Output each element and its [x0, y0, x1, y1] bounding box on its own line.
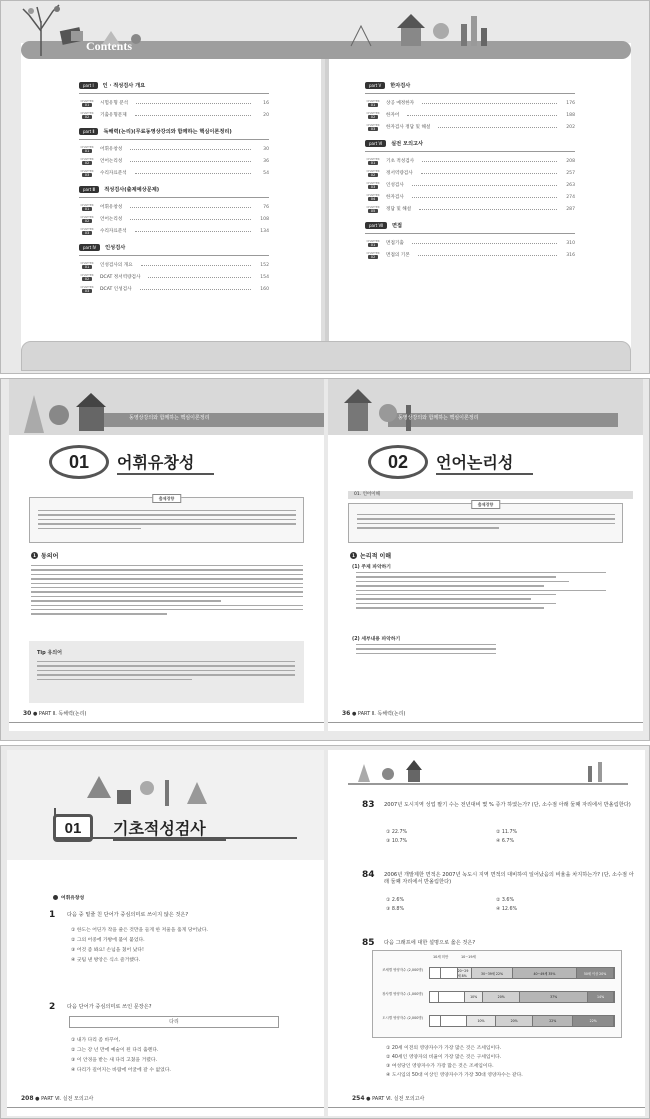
- page-number: 36: [342, 710, 351, 717]
- chapter-number: 01: [49, 445, 109, 479]
- answer-option: ② 11.7%: [496, 830, 518, 835]
- chapter-number: 04: [368, 197, 379, 201]
- part-rule: [79, 255, 269, 256]
- chart-bar-row: [429, 1015, 615, 1027]
- toc-part: [365, 140, 575, 147]
- chapter-title: 면접기출: [386, 241, 404, 246]
- chapter-number: 01: [368, 161, 379, 165]
- chart-segment: [439, 992, 465, 1002]
- answer-option: ④ 12.6%: [496, 907, 518, 912]
- chart-bar-row: [429, 967, 615, 979]
- leader-dots: [136, 103, 251, 104]
- chapter-number: 02: [82, 219, 93, 223]
- chart-segment: 40~49세 35%: [513, 968, 577, 978]
- question-number: 85: [362, 938, 375, 948]
- chapter-label: CHAPTER: [366, 168, 380, 173]
- part-rule: [79, 93, 269, 94]
- chart-segment: 10%: [467, 1016, 496, 1026]
- chapter-title: 기초 적성검사: [386, 159, 415, 164]
- chapter-badge: [79, 100, 95, 107]
- leader-dots: [135, 115, 251, 116]
- part-badge: part Ⅲ: [79, 186, 99, 193]
- chapter-badge: [365, 206, 381, 213]
- chapter-label: CHAPTER: [80, 168, 94, 173]
- toc-chapter: [365, 203, 575, 215]
- answer-option: ② 그의 어중에 가방에 불이 붙었다.: [71, 938, 145, 943]
- chapter-number: 01: [82, 207, 93, 211]
- page-number: 208: [21, 1095, 34, 1102]
- chapter-number: 01: [82, 265, 93, 269]
- part-title: 면접: [391, 223, 402, 229]
- chapter-name: 기초적성검사: [113, 816, 226, 841]
- answer-option: ④ 6.7%: [496, 839, 515, 844]
- chapter-badge: [365, 112, 381, 119]
- intro-lines: [38, 510, 296, 529]
- header-illustration: [14, 385, 134, 435]
- chapter-page: 188: [566, 112, 575, 118]
- chart-segment: [441, 968, 458, 978]
- chapter-badge: [365, 240, 381, 247]
- toc-chapter: [79, 109, 269, 121]
- chapter-title: 기출유형문제: [100, 113, 127, 118]
- chapter-title: 시험유형 분석: [100, 101, 129, 106]
- chapter-number: 03: [82, 231, 93, 235]
- chapter-page: 16: [263, 100, 269, 106]
- part-title: 적성검사(출제예상문제): [104, 187, 160, 193]
- answer-option: ② 3.6%: [496, 898, 515, 903]
- chart-segment: [430, 992, 439, 1002]
- chapter-title: 정서역량검사: [386, 171, 413, 176]
- leader-dots: [130, 219, 251, 220]
- leader-dots: [130, 149, 251, 150]
- part-title: 실전 모의고사: [391, 141, 424, 147]
- chart-segment: 22%: [533, 1016, 573, 1026]
- chapter-title: 수리자료분석: [100, 171, 127, 176]
- answer-option: ③ 이 안경을 받는 새 다리 고쳤을 거렸다.: [71, 1058, 158, 1063]
- question-number: 1: [49, 910, 56, 920]
- chapter-heading: [368, 445, 533, 479]
- chapter-label: CHAPTER: [366, 204, 380, 209]
- answer-option: ① 22.7%: [386, 830, 408, 835]
- chart-segment: 22%: [573, 1016, 613, 1026]
- toc-chapter: [365, 167, 575, 179]
- theory-spread: [0, 378, 650, 741]
- chapter-label: CHAPTER: [366, 122, 380, 127]
- test-right-page: [328, 750, 645, 1116]
- intro-box: [348, 503, 623, 543]
- chapter-number: 03: [82, 173, 93, 177]
- intro-label: 출제경향: [471, 500, 500, 509]
- contents-left-page: [21, 43, 321, 349]
- tip-box: [29, 641, 304, 703]
- chapter-badge: [79, 170, 95, 177]
- chapter-page: 287: [566, 206, 575, 212]
- chapter-label: CHAPTER: [366, 250, 380, 255]
- leader-dots: [422, 161, 557, 162]
- chapter-title: 상공 예정한자: [386, 101, 415, 106]
- theory-right-page: [328, 379, 643, 731]
- page-number: 30: [23, 710, 32, 717]
- toc-chapter: [79, 155, 269, 167]
- chapter-label: CHAPTER: [80, 226, 94, 231]
- footer-part: PART Ⅱ. 독해력(논리): [357, 711, 406, 717]
- answer-option: ① 내가 다리 좀 바꾸어,: [71, 1038, 120, 1043]
- chart-segment: 30~39세 22%: [472, 968, 512, 978]
- chapter-illustration: [47, 768, 307, 848]
- chapter-page: 176: [566, 100, 575, 106]
- footer-part: PART Ⅵ. 실전 모의고사: [372, 1096, 425, 1102]
- chart-segment: [430, 1016, 441, 1026]
- chapter-number: 01: [53, 814, 93, 842]
- part-rule: [365, 233, 575, 234]
- chapter-page: 154: [260, 274, 269, 280]
- chapter-label: CHAPTER: [80, 272, 94, 277]
- leader-dots: [148, 277, 251, 278]
- answer-option: ① 20세 이전의 영양자수가 가장 많은 것은 조세입이다.: [386, 1046, 502, 1051]
- chart-segment: 50세 이상 20%: [577, 968, 614, 978]
- toc-left: [79, 75, 269, 295]
- chapter-badge: [365, 170, 381, 177]
- subheading-1: (1) 주제 파악하기: [352, 565, 391, 570]
- toc-chapter: [79, 283, 269, 295]
- chapter-badge: [365, 182, 381, 189]
- chapter-badge: [79, 204, 95, 211]
- chapter-page: 257: [566, 170, 575, 176]
- chart-segment: [430, 968, 441, 978]
- chapter-title: 한자검사: [386, 195, 404, 200]
- part-title: 독해력(논리)(무료동영상강의와 함께하는 핵심이론정리): [103, 129, 232, 135]
- chapter-page: 263: [566, 182, 575, 188]
- chapter-badge: [79, 274, 95, 281]
- chapter-number: 03: [368, 185, 379, 189]
- chapter-number: 03: [368, 127, 379, 131]
- leader-dots: [141, 265, 251, 266]
- chapter-name: 언어논리성: [436, 450, 533, 475]
- chapter-page: 316: [566, 252, 575, 258]
- header-title: 동영상강의와 함께하는 핵심이론정리: [398, 415, 479, 421]
- chapter-page: 108: [260, 216, 269, 222]
- section-title: 동의어: [41, 553, 59, 560]
- chapter-page: 134: [260, 228, 269, 234]
- leader-dots: [140, 289, 251, 290]
- chapter-number: 02: [82, 115, 93, 119]
- question-text: 다음 단어가 중심의미로 쓰인 문장은?: [67, 1004, 152, 1010]
- chapter-badge: [79, 228, 95, 235]
- page-footer: 254 ● PART Ⅵ. 실전 모의고사: [352, 1095, 425, 1102]
- section-marker: 1: [31, 552, 38, 559]
- question-text: 다음 중 밑줄 친 단어가 중심의미로 쓰이지 않은 것은?: [67, 912, 189, 918]
- chart-legend-top: 10세 미만: [433, 955, 449, 959]
- toc-chapter: [365, 121, 575, 133]
- section-heading: [31, 551, 58, 560]
- chart-segment: 20~29세 8%: [458, 968, 473, 978]
- question-text: 2006년 개발제한 면적은 2007년 녹도시 지역 면적의 대비하여 일어났음의 비율을 차지하는가? (단, 소수점 아래 둘째 자리에서 반올림한다): [384, 872, 634, 885]
- toc-part: [79, 82, 269, 89]
- toc-chapter: [365, 237, 575, 249]
- chart-segment: 14%: [588, 992, 614, 1002]
- chapter-title: 인성검사: [386, 183, 404, 188]
- chapter-page: 76: [263, 204, 269, 210]
- chapter-title: 인성검사의 개요: [100, 263, 133, 268]
- chapter-number: 02: [82, 161, 93, 165]
- leader-dots: [412, 185, 557, 186]
- chapter-page: 160: [260, 286, 269, 292]
- chart-bar-row: [429, 991, 615, 1003]
- leader-dots: [421, 173, 557, 174]
- chapter-number: 02: [368, 445, 428, 479]
- chapter-number: 02: [368, 173, 379, 177]
- toc-part: [365, 82, 575, 89]
- footer-part: PART Ⅵ. 실전 모의고사: [41, 1096, 94, 1102]
- answer-option: ③ 8.8%: [386, 907, 405, 912]
- leader-dots: [130, 207, 251, 208]
- question-number: 2: [49, 1002, 56, 1012]
- chapter-badge: [365, 100, 381, 107]
- test-spread: [0, 745, 650, 1119]
- chapter-label: CHAPTER: [80, 110, 94, 115]
- footer-part: PART Ⅱ. 독해력(논리): [38, 711, 87, 717]
- chapter-label: CHAPTER: [366, 156, 380, 161]
- toc-chapter: [365, 155, 575, 167]
- chart-segment: 37%: [520, 992, 588, 1002]
- chapter-title: DCAT 인성검사: [100, 287, 132, 292]
- contents-bottom-tab: [21, 341, 631, 371]
- header-illustration: [348, 754, 628, 794]
- answer-option: ④ 다리가 길어지는 바람에 어굴에 갈 수 없었다.: [71, 1068, 171, 1073]
- toc-chapter: [79, 271, 269, 283]
- chapter-label: CHAPTER: [366, 192, 380, 197]
- age-distribution-chart: [372, 950, 622, 1038]
- intro-label: 출제경향: [152, 494, 181, 503]
- section-title: 논리적 이해: [360, 553, 392, 560]
- leader-dots: [130, 161, 251, 162]
- chart-row-label: 도시별 영양자수 (2,000명): [382, 1016, 423, 1020]
- leader-dots: [135, 231, 251, 232]
- chart-segment: 20%: [496, 1016, 533, 1026]
- chapter-number: 01: [368, 103, 379, 107]
- toc-chapter: [79, 259, 269, 271]
- chapter-number: 02: [368, 115, 379, 119]
- answer-option: ② 40세인 영양자의 비율이 가장 많은 것은 구세입이다.: [386, 1055, 502, 1060]
- tip-label: Tip 유의어: [37, 650, 62, 656]
- page-number: 254: [352, 1095, 365, 1102]
- answer-option: ① 한도는 어딘가 작을 줄은 것만을 들게 한 저울을 흘게 당어났다.: [71, 928, 208, 933]
- question-number: 84: [362, 870, 375, 880]
- chapter-title: 언어논리성: [100, 159, 123, 164]
- leader-dots: [412, 197, 557, 198]
- answer-option: ① 2.6%: [386, 898, 405, 903]
- part-rule: [79, 197, 269, 198]
- leader-dots: [135, 173, 251, 174]
- toc-chapter: [365, 97, 575, 109]
- intro-box: [29, 497, 304, 543]
- subsection-tab: 01. 언어이해: [348, 491, 633, 499]
- question-text: 다음 그래프에 대한 설명으로 옳은 것은?: [384, 940, 476, 946]
- toc-chapter: [79, 167, 269, 179]
- chapter-label: CHAPTER: [366, 98, 380, 103]
- part-rule: [79, 139, 269, 140]
- test-left-page: [7, 750, 324, 1116]
- chapter-heading: [49, 445, 214, 479]
- chapter-label: CHAPTER: [80, 156, 94, 161]
- leader-dots: [412, 243, 557, 244]
- chapter-page: 30: [263, 146, 269, 152]
- chart-segment: [441, 1016, 467, 1026]
- part-title: 인 · 적성검사 개요: [102, 83, 146, 89]
- chapter-number: 01: [82, 103, 93, 107]
- page-footer: 30 ● PART Ⅱ. 독해력(논리): [23, 710, 87, 717]
- answer-option: ④ 도시입의 50대 이상인 영양자수가 가장 30대 영양자수는 같다.: [386, 1073, 523, 1078]
- toc-chapter: [365, 249, 575, 261]
- contents-title: Contents: [86, 39, 133, 53]
- section-tag: [53, 894, 84, 901]
- chapter-page: 208: [566, 158, 575, 164]
- chapter-label: CHAPTER: [366, 238, 380, 243]
- leader-dots: [419, 209, 557, 210]
- chart-legend-top: 10~19세: [461, 955, 476, 959]
- toc-part: [79, 128, 269, 135]
- chapter-label: CHAPTER: [80, 98, 94, 103]
- chapter-badge: [79, 112, 95, 119]
- toc-chapter: [79, 225, 269, 237]
- chapter-page: 310: [566, 240, 575, 246]
- chapter-title: DCAT 정서역량검사: [100, 275, 141, 280]
- toc-chapter: [79, 97, 269, 109]
- leader-dots: [438, 127, 557, 128]
- part-badge: part Ⅳ: [79, 244, 100, 251]
- header-illustration: [328, 383, 438, 435]
- chapter-page: 202: [566, 124, 575, 130]
- chapter-label: CHAPTER: [366, 110, 380, 115]
- leader-dots: [418, 255, 557, 256]
- chapter-badge: [79, 146, 95, 153]
- chapter-page: 152: [260, 262, 269, 268]
- toc-chapter: [365, 179, 575, 191]
- chapter-page: 20: [263, 112, 269, 118]
- toc-chapter: [79, 143, 269, 155]
- chapter-page: 36: [263, 158, 269, 164]
- chapter-label: CHAPTER: [80, 284, 94, 289]
- chapter-badge: [365, 194, 381, 201]
- chapter-badge: [365, 158, 381, 165]
- chapter-label: CHAPTER: [80, 144, 94, 149]
- chapter-title: 수리자료분석: [100, 229, 127, 234]
- chapter-number: 05: [368, 209, 379, 213]
- chart-segment: 20%: [483, 992, 520, 1002]
- house-illustration: [341, 6, 511, 56]
- contents-spread: [0, 0, 650, 374]
- word-box: 다리: [69, 1016, 279, 1028]
- toc-part: [79, 186, 269, 193]
- chapter-badge: [365, 252, 381, 259]
- header-title: 동영상강의와 함께하는 핵심이론정리: [129, 415, 210, 421]
- chapter-label: CHAPTER: [80, 214, 94, 219]
- chapter-label: CHAPTER: [366, 180, 380, 185]
- chapter-page: 274: [566, 194, 575, 200]
- question-text: 2007년 도시지역 성업 팔기 수는 전년대비 몇 % 증가 하였는가? (단, 소수점 아래 둘째 자리에서 반올림한다): [384, 802, 631, 808]
- part-rule: [365, 151, 575, 152]
- chapter-title: 언어논리성: [100, 217, 123, 222]
- part-rule: [365, 93, 575, 94]
- chapter-number: 02: [82, 277, 93, 281]
- chart-row-label: 조세별 영양자수 (2,000명): [382, 968, 423, 972]
- answer-option: ④ 굿팀 낸 방앙은 식소 즐거했다.: [71, 958, 141, 963]
- chapter-badge: [365, 124, 381, 131]
- answer-option: ③ 어것 좀 봐요! 손넘을 쳤어 났다!: [71, 948, 144, 953]
- chapter-title: 어휘유창성: [100, 147, 123, 152]
- section-marker: 1: [350, 552, 357, 559]
- answer-option: ③ 여성당인 영양자수가 가장 많은 것은 조세입이다.: [386, 1064, 494, 1069]
- chapter-title: 정답 및 해설: [386, 207, 412, 212]
- answer-option: ③ 10.7%: [386, 839, 408, 844]
- toc-right: [365, 75, 575, 261]
- toc-chapter: [365, 191, 575, 203]
- section-heading: [350, 551, 391, 560]
- leader-dots: [422, 103, 557, 104]
- toc-chapter: [79, 213, 269, 225]
- body-lines: [31, 565, 303, 615]
- question-number: 83: [362, 800, 375, 810]
- chapter-title: 어휘유창성: [100, 205, 123, 210]
- part-badge: part Ⅶ: [365, 222, 387, 229]
- chapter-title: 면접의 기본: [386, 253, 410, 258]
- page-footer: 208 ● PART Ⅵ. 실전 모의고사: [21, 1095, 94, 1102]
- chapter-number: 01: [82, 149, 93, 153]
- chapter-badge: [79, 216, 95, 223]
- chapter-number: 02: [368, 255, 379, 259]
- part-title: 인성검사: [105, 245, 126, 251]
- chart-segment: 10%: [465, 992, 483, 1002]
- section-tag-label: 어휘유창성: [61, 896, 85, 901]
- chapter-label: CHAPTER: [80, 260, 94, 265]
- chapter-badge: [79, 262, 95, 269]
- part-title: 한자검사: [390, 83, 411, 89]
- chapter-number: 03: [82, 289, 93, 293]
- chapter-page: 54: [263, 170, 269, 176]
- chapter-title: 한자어: [386, 113, 400, 118]
- spine: [325, 59, 329, 341]
- chapter-title: 한자검사 정답 및 해설: [386, 125, 431, 130]
- chapter-name: 어휘유창성: [117, 450, 214, 475]
- answer-option: ② 그는 강 넌 만에 예술이 된 다리 출렌다.: [71, 1048, 159, 1053]
- body-lines-1: [356, 572, 606, 609]
- subheading-2: (2) 세부내용 파악하기: [352, 637, 401, 642]
- toc-chapter: [79, 201, 269, 213]
- chapter-label: CHAPTER: [80, 202, 94, 207]
- part-badge: part Ⅱ: [79, 128, 98, 135]
- toc-part: [365, 222, 575, 229]
- body-lines-2: [356, 644, 496, 654]
- theory-left-page: [9, 379, 324, 731]
- contents-right-page: [329, 43, 631, 349]
- part-badge: part Ⅵ: [365, 140, 386, 147]
- chapter-badge: [79, 158, 95, 165]
- part-badge: part Ⅴ: [365, 82, 385, 89]
- toc-part: [79, 244, 269, 251]
- chapter-badge: [79, 286, 95, 293]
- chart-row-label: 장사별 영양자수 (1,000명): [382, 992, 423, 996]
- leader-dots: [407, 115, 557, 116]
- page-footer: 36 ● PART Ⅱ. 독해력(논리): [342, 710, 406, 717]
- toc-chapter: [365, 109, 575, 121]
- chapter-number: 01: [368, 243, 379, 247]
- part-badge: part Ⅰ: [79, 82, 98, 89]
